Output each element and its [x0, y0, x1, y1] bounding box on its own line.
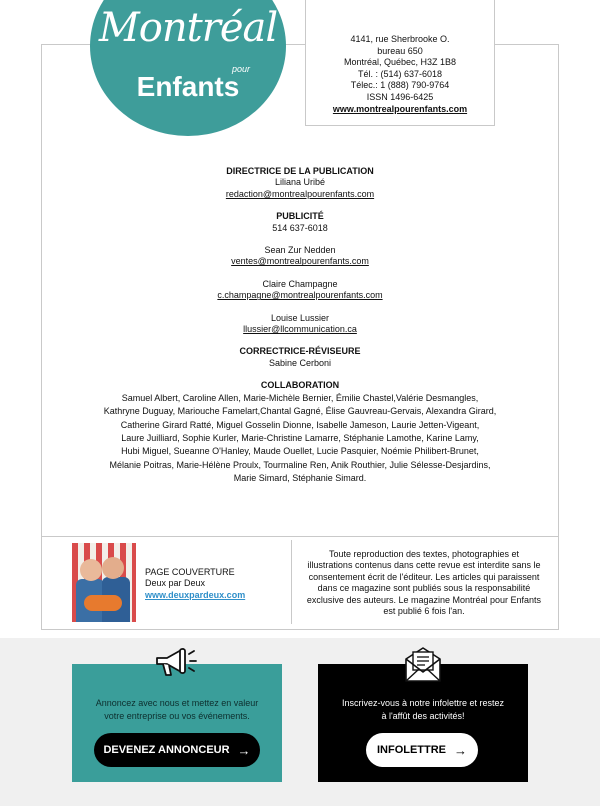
ads-contact-email-link[interactable]: llussier@llcommunication.ca: [243, 324, 357, 335]
column-divider: [291, 540, 292, 624]
collaboration-heading: COLLABORATION: [260, 380, 340, 391]
address-line: bureau 650: [377, 45, 423, 56]
cover-photo-face: [102, 557, 124, 579]
legal-line: consentement écrit de l'éditeur. Les articles qui paraissent: [308, 571, 540, 582]
logo-pour-text: pour: [232, 64, 251, 74]
section-divider: [42, 536, 558, 537]
newsletter-description: [326, 697, 520, 723]
ads-heading: PUBLICITÉ: [276, 211, 324, 222]
collaboration-line: Marie Simard, Stéphanie Simard.: [233, 473, 367, 484]
collaboration-line: Samuel Albert, Caroline Allen, Marie-Michèle Bernier, Émilie Chastel,Valérie Desmangles,: [121, 392, 479, 403]
advertise-line: Annoncez avec nous et mettez en valeur: [95, 698, 259, 708]
collaboration-line: Mélanie Poitras, Marie-Hélène Proulx, Tourmaline Ren, Anik Routhier, Julie Sélesse-Desjardins,: [109, 459, 491, 470]
director-name: Liliana Uribé: [274, 177, 326, 188]
website-link[interactable]: www.montrealpourenfants.com: [332, 103, 468, 114]
cover-photo-face: [80, 559, 102, 581]
legal-line: est publié 6 fois l'an.: [383, 606, 465, 617]
megaphone-icon: [153, 644, 201, 680]
proofreader-name: Sabine Cerboni: [268, 357, 332, 368]
newsletter-line: Inscrivez-vous à notre infolettre et restez: [341, 698, 505, 708]
become-advertiser-label: DEVENEZ ANNONCEUR: [103, 744, 230, 756]
arrow-right-icon: →: [454, 742, 468, 758]
collaboration-line: Catherine Girard Ratté, Miguel Gosselin Dionne, Isabelle Jameson, Laurie Jetten-Vigeant,: [120, 419, 480, 430]
issn-line: ISSN 1496-6425: [366, 91, 434, 102]
legal-line: illustrations contenus dans cette revue est interdite sans le: [307, 560, 541, 571]
fax-line: Télec.: 1 (888) 790-9764: [350, 80, 450, 91]
legal-line: dans ce magazine sont publiés sous la responsabilité: [317, 583, 531, 594]
advertise-description: [80, 697, 274, 723]
address-box: [305, 0, 495, 126]
logo-script-text: Montréal: [98, 5, 278, 51]
address-line: 4141, rue Sherbrooke O.: [350, 34, 450, 44]
ads-phone: 514 637-6018: [272, 222, 328, 233]
ads-contact-name: Sean Zur Nedden: [264, 245, 336, 256]
become-advertiser-button[interactable]: [94, 733, 260, 767]
ads-contact-email-link[interactable]: c.champagne@montrealpourenfants.com: [217, 290, 383, 301]
logo-bold-text: Enfants: [136, 71, 240, 102]
cover-photo-fruit-basket: [84, 595, 122, 611]
newsletter-button[interactable]: [366, 733, 478, 767]
legal-line: Toute reproduction des textes, photographies et: [328, 549, 520, 559]
collaboration-line: Kathryne Duguay, Mariouche Famelart,Chantal Gagné, Élise Gauvreau-Gervais, Alexandra Girard,: [103, 406, 497, 417]
arrow-right-icon: →: [237, 742, 251, 758]
envelope-icon: [403, 644, 443, 684]
legal-line: exclusive des auteurs. Le magazine Montréal pour Enfants: [306, 594, 542, 605]
collaboration-list: [42, 392, 558, 486]
ads-contact-name: Claire Champagne: [262, 278, 338, 289]
collaboration-line: Laure Juilliard, Sophie Kurler, Marie-Christine Lamarre, Stéphanie Lamothe, Karine Lamy,: [121, 432, 479, 443]
cover-photo[interactable]: [72, 543, 136, 622]
cover-label: PAGE COUVERTURE: [145, 567, 235, 577]
ads-contact-email-link[interactable]: ventes@montrealpourenfants.com: [231, 256, 369, 267]
cover-credit-link[interactable]: www.deuxpardeux.com: [145, 589, 246, 600]
ads-contact-name: Louise Lussier: [270, 312, 330, 323]
advertise-card: [72, 664, 282, 782]
address-line: Montréal, Québec, H3Z 1B8: [343, 57, 457, 68]
newsletter-button-label: INFOLETTRE: [376, 744, 447, 756]
cover-credit-name: Deux par Deux: [145, 578, 206, 589]
phone-line: Tél. : (514) 637-6018: [357, 68, 443, 79]
newsletter-line: à l'affût des activités!: [381, 711, 465, 721]
credits-section: [42, 166, 558, 486]
proofreader-heading: CORRECTRICE-RÉVISEURE: [239, 346, 361, 357]
legal-notice: [300, 549, 548, 617]
director-heading: DIRECTRICE DE LA PUBLICATION: [226, 166, 374, 176]
cover-credit: [145, 567, 245, 601]
director-email-link[interactable]: redaction@montrealpourenfants.com: [225, 188, 375, 199]
collaboration-line: Hubi Miguel, Sueanne O'Hanley, Maude Ouellet, Lucie Pasquier, Noémie Philibert-Brunet,: [121, 446, 479, 457]
advertise-line: votre entreprise ou vos événements.: [104, 711, 250, 721]
